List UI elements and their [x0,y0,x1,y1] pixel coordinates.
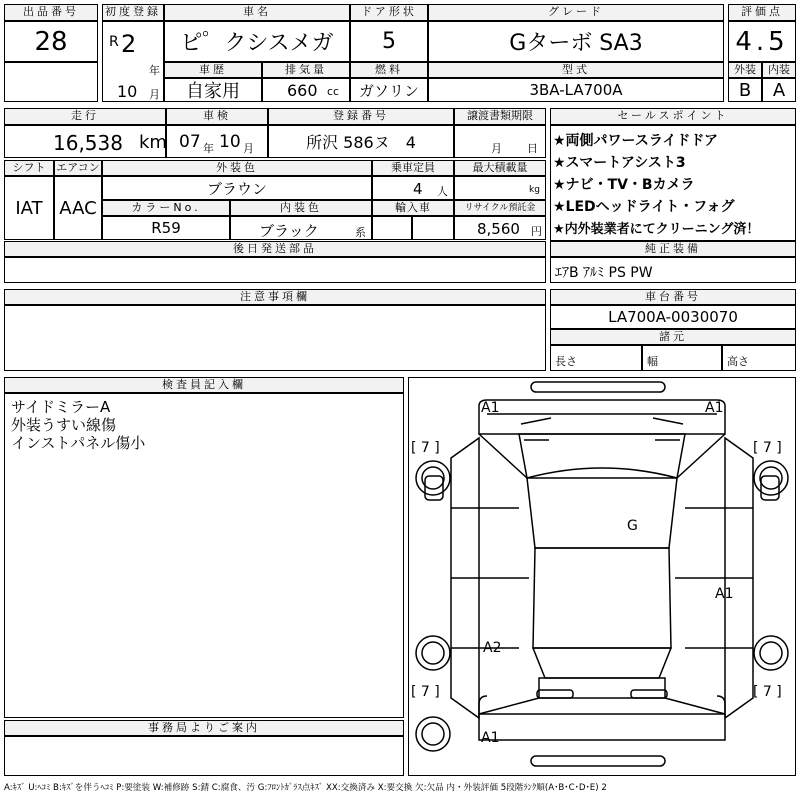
header-grade: グレード [428,4,724,21]
dim-width-box [642,345,722,371]
max-load-box [454,176,546,200]
genuine-equipment-value: ｴｱB ｱﾙﾐ PS PW [555,265,653,281]
header-history: 車歴 [164,62,262,78]
inspector-note-line: インストパネル傷小 [11,434,146,452]
header-first-reg: 初度登録 [102,4,164,21]
header-displacement: 排気量 [262,62,350,78]
inspector-notes-box [4,393,404,718]
selling-point-item: ★内外装業者にてクリーニング済！ [553,222,760,237]
header-exterior: 外装 [728,62,762,78]
inspection-month-unit: 月 [243,142,254,155]
first-reg-year: 2 [121,30,137,58]
header-aircon: エアコン [54,160,102,176]
header-later-parts: 後日発送部品 [4,241,546,257]
dim-height-label: 高さ [727,355,749,368]
model-value: 3BA-LA700A [428,78,724,102]
import-box-1 [372,216,412,240]
header-mileage: 走行 [4,108,166,125]
header-plate: 登録番号 [268,108,454,125]
import-box-2 [412,216,454,240]
selling-point-item: ★LEDヘッドライト・フォグ [553,199,735,215]
header-recycle: リサイクル預託金 [454,200,546,216]
car-name: ピ゜クシスメガ [164,21,350,62]
header-shift: シフト [4,160,54,176]
capacity-box [372,176,454,200]
transfer-month-unit: 月 [491,142,502,155]
dim-length-box [550,345,642,371]
displacement-value: 660 [287,81,318,100]
header-inspector-notes: 検査員記入欄 [4,377,404,393]
mark-rear-right-door: A1 [715,586,734,602]
office-notice-box [4,736,404,776]
fuel-value: ガソリン [350,78,428,102]
mark-wheel-tr: [ 7 ] [753,440,782,456]
mark-front-left: A1 [481,400,500,416]
genuine-equipment-box [550,257,796,283]
chassis-no-value: LA700A-0030070 [550,305,796,329]
inspection-year-unit: 年 [203,142,214,155]
selling-point-item: ★スマートアシスト3 [553,155,686,171]
lot-number: 28 [4,21,98,62]
first-reg-month-unit: 月 [149,88,160,101]
mileage-value: 16,538 [53,131,123,155]
inspection-box [166,125,268,158]
header-notes: 注意事項欄 [4,289,546,305]
header-dimensions: 諸元 [550,329,796,345]
header-int-color: 内装色 [230,200,372,216]
grade-value: Gターボ SA3 [428,21,724,62]
recycle-value: 8,560 [477,220,520,238]
max-load-unit: kg [529,185,540,195]
first-reg-year-unit: 年 [149,64,160,77]
displacement-unit: cc [327,85,340,98]
car-outline-drawing [409,378,795,775]
selling-points-box [550,125,796,241]
lot-blank [4,62,98,102]
header-ext-color: 外装色 [102,160,372,176]
mark-front-right: A1 [705,400,724,416]
car-diagram [408,377,796,776]
first-reg-month: 10 [117,82,138,101]
mark-rear: A1 [481,730,500,746]
aircon-value: AAC [54,176,102,240]
header-model: 型式 [428,62,724,78]
inspector-note-line: サイドミラーA [11,398,111,416]
color-no-value: R59 [102,216,230,240]
mark-wheel-bl: [ 7 ] [411,684,440,700]
header-max-load: 最大積載量 [454,160,546,176]
header-fuel: 燃料 [350,62,428,78]
transfer-day-unit: 日 [527,142,538,155]
door-shape: 5 [350,21,428,62]
mark-roof: G [627,518,638,534]
header-score: 評価点 [728,4,796,21]
transfer-deadline-box [454,125,546,158]
header-car-name: 車名 [164,4,350,21]
mileage-unit: km [139,132,167,153]
header-selling-points: セールスポイント [550,108,796,125]
inspection-month: 10 [219,132,241,152]
header-genuine-equipment: 純正装備 [550,241,796,257]
later-parts-box [4,257,546,283]
first-reg-era: R [109,34,119,50]
header-door: ドア形状 [350,4,428,21]
selling-point-item: ★両側パワースライドドア [553,133,719,149]
mark-wheel-br: [ 7 ] [753,684,782,700]
notes-box [4,305,546,371]
mark-wheel-tl: [ 7 ] [411,440,440,456]
shift-value: IAT [4,176,54,240]
ext-color-value: ブラウン [102,176,372,200]
int-color-unit: 系 [355,226,366,239]
exterior-grade: B [728,78,762,102]
selling-point-item: ★ナビ・TV・Bカメラ [553,177,695,193]
score-value: 4.5 [728,21,796,62]
int-color-value: ブラック [259,222,319,240]
header-interior: 内装 [762,62,796,78]
mark-left-rear-fender: A2 [483,640,502,656]
capacity-unit: 人 [437,185,448,198]
capacity-value: 4 [413,180,423,198]
dim-height-box [722,345,796,371]
header-import: 輸入車 [372,200,454,216]
dim-width-label: 幅 [647,355,658,368]
header-lot-no: 出品番号 [4,4,98,21]
plate-value: 所沢 586ヌ 4 [268,125,454,158]
header-capacity: 乗車定員 [372,160,454,176]
inspection-year: 07 [179,132,201,152]
history-value: 自家用 [164,78,262,102]
damage-legend: A:ｷｽﾞ U:ﾍｺﾐ B:ｷｽﾞを伴うﾍｺﾐ P:要塗装 W:補修跡 S:錆 C:腐食、汚 G:ﾌﾛﾝﾄｶﾞﾗｽ点ｷｽﾞ XX:交換済み X:要交換 欠:欠品 内・外装評価 5段階ﾗﾝｸ順(A･B･C･D･E) 2 [4,783,607,793]
mileage-box [4,125,166,158]
header-transfer-deadline: 譲渡書類期限 [454,108,546,125]
recycle-unit: 円 [531,225,542,238]
int-color-box [230,216,372,240]
recycle-box [454,216,546,240]
first-reg-box [102,21,164,102]
header-chassis-no: 車台番号 [550,289,796,305]
inspector-note-line: 外装うすい線傷 [11,416,117,434]
header-office-notice: 事務局よりご案内 [4,720,404,736]
displacement-box [262,78,350,102]
interior-grade: A [762,78,796,102]
header-inspection: 車検 [166,108,268,125]
dim-length-label: 長さ [555,355,577,368]
header-color-no: カラーNo. [102,200,230,216]
